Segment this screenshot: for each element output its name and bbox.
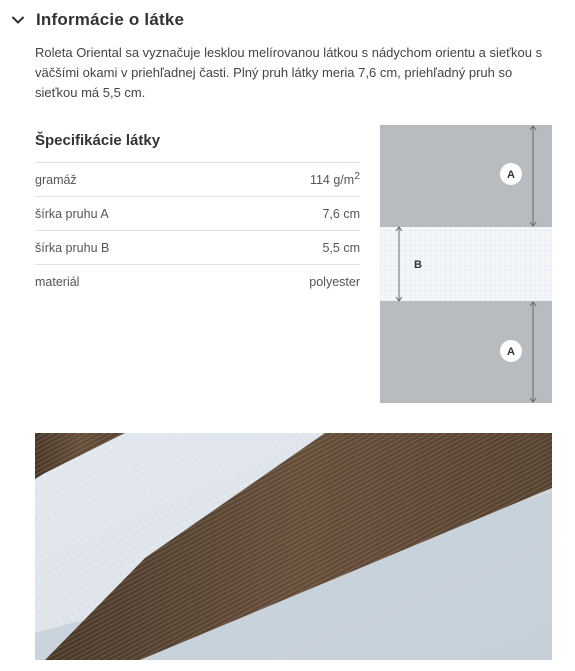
table-row [35,163,360,197]
label-b: B [414,259,422,271]
spec-value: 114 $g/m^2$ [228,163,360,197]
stripe-diagram [380,125,552,403]
table-row [35,231,360,265]
section-description: Roleta Oriental sa vyznačuje lesklou melírovanou látkou s nádychom orientu a sieťkou s väčšími okami v priehľadnej časti. Plný pruh látky meria 7,6 cm, priehľadný pruh so sieťkou má 5,5 cm. [35,45,543,100]
table-row [35,197,360,231]
chevron-down-icon [10,12,26,28]
spec-value: 7,6 cm [228,197,360,231]
label-a-bottom: A [507,346,515,358]
spec-value: 5,5 cm [228,231,360,265]
spec-label: gramáž [35,163,228,197]
section-title: Informácie o látke [36,10,185,29]
spec-value: polyester [228,265,360,299]
section-toggle[interactable] [10,8,184,32]
label-a-top: A [507,169,515,181]
table-row [35,265,360,299]
spec-title: Špecifikácie látky [35,132,161,149]
spec-label: šírka pruhu A [35,197,228,231]
spec-label: šírka pruhu B [35,231,228,265]
stripe-a-bottom [380,301,552,403]
spec-label: materiál [35,265,228,299]
spec-table [35,162,360,298]
stripe-a-top [380,125,552,227]
fabric-photo [35,433,552,660]
